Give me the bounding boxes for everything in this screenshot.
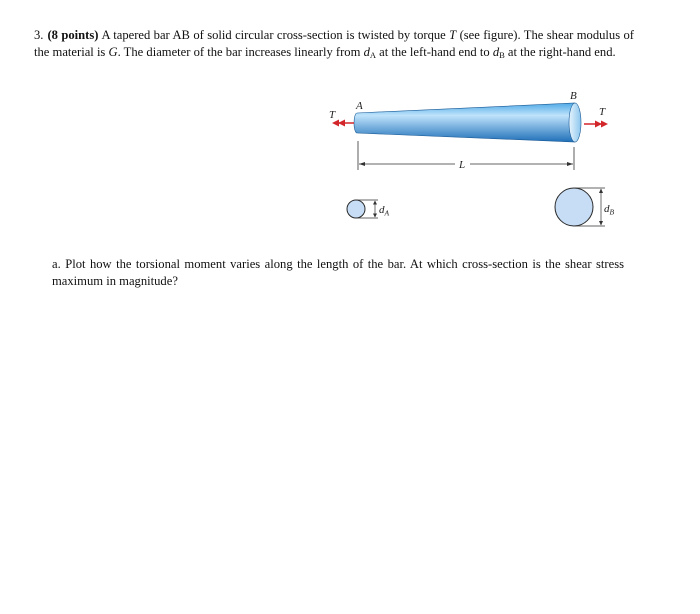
problem-text-4: at the left-hand end to [376,45,493,59]
symbol-d-A: d [363,45,370,59]
part-a-label: a. [52,257,61,271]
label-A: A [356,100,363,112]
tapered-bar-figure [320,85,620,235]
label-T-left: T [329,109,336,121]
subscript-B: B [499,50,505,60]
bar-end-cap-B [569,103,581,142]
tapered-bar-body [354,103,575,142]
part-a-text: Plot how the torsional moment varies along the length of the bar. At which cross-section is the shear stress maximum in magnitude? [52,257,624,288]
problem-text-1: A tapered bar AB of solid circular cross-section is twisted by torque [101,28,450,42]
symbol-d-B: d [492,45,500,59]
problem-text-3: . The diameter of the bar increases linearly from [117,45,364,59]
subscript-A: A [369,50,376,60]
problem-text-2: (see figure). The shear modulus of the material is [34,28,635,59]
problem-number: 3. [34,28,44,42]
length-dimension [358,141,574,170]
problem-text-5: at the right-hand end. [504,45,616,59]
label-dB: $d_B$ [604,203,615,217]
symbol-T: T [449,28,457,42]
label-dA: $d_A$ [379,204,390,218]
torque-arrow-right [584,121,608,128]
cross-section-B [555,188,593,226]
problem-statement [34,27,634,61]
torque-arrow-left [332,120,354,127]
label-T-right: T [599,106,606,118]
part-a-question [52,256,624,290]
symbol-G: G [108,45,118,59]
problem-points: (8 points) [47,28,99,42]
label-B: B [570,90,577,102]
cross-section-A [347,200,365,218]
label-L: L [459,159,466,171]
